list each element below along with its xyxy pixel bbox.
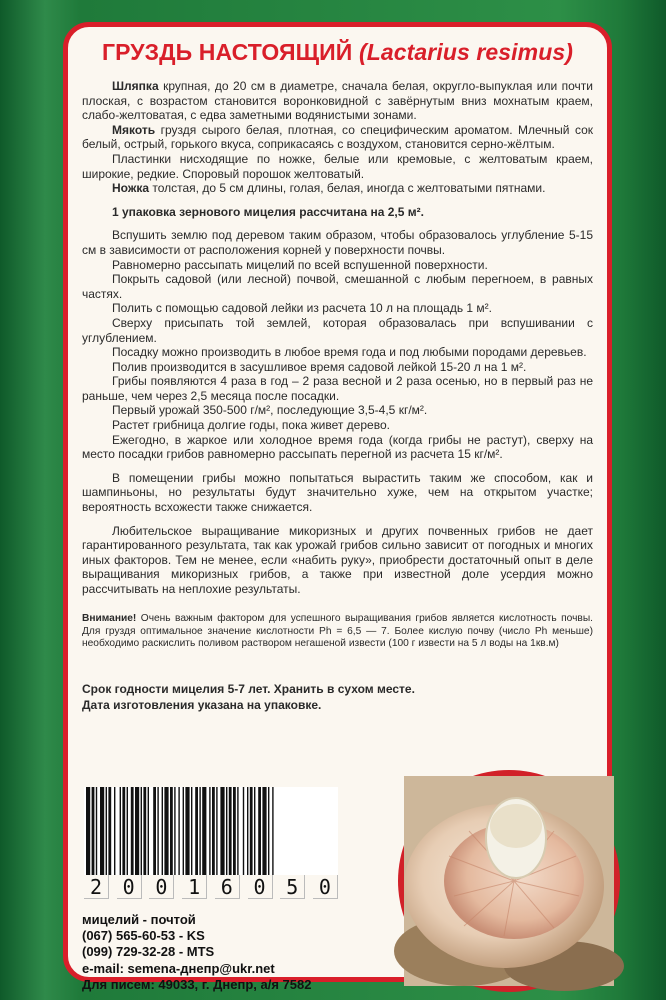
stem-label: Ножка <box>112 181 150 196</box>
contacts-phone-ks: (067) 565-60-53 - KS <box>82 928 205 944</box>
title-main: ГРУЗДЬ НАСТОЯЩИЙ <box>101 38 353 65</box>
instruction-item: Полив производится в засушливое время садовой лейкой 15-20 л на 1 м². <box>112 359 527 374</box>
amateur-paragraph: Любительское выращивание микоризных и других почвенных грибов не дает гарантированного результата, так как урожай грибов сильно зависит от погодных и многих иных факторов. Тем не менее, если «набить руку», приобрести достаточный опыт в деле выращивания микоризных грибов, а также при известной доле усердия можно рассчитывать на неплохие результаты. <box>82 523 593 596</box>
instruction-item: Ежегодно, в жаркое или холодное время года (когда грибы не растут), сверху на место посадки грибов равномерно рассыпать перегной из расчета 15 кг/м². <box>82 432 593 462</box>
instruction-item: Полить с помощью садовой лейки из расчета 10 л на площадь 1 м². <box>112 301 493 316</box>
mushroom-image <box>404 776 614 986</box>
barcode-digit: 5 <box>280 875 305 899</box>
barcode-digit: 0 <box>117 875 142 899</box>
mushroom-photo <box>398 770 620 992</box>
page-title <box>68 30 607 74</box>
instruction-item: Сверху присыпать той землей, которая образовалась при вспушивании с углублением. <box>82 315 593 345</box>
instruction-item: Первый урожай 350-500 г/м², последующие 3,5-4,5 кг/м². <box>112 403 428 418</box>
instructions-list <box>82 228 593 462</box>
title-latin: (Lactarius resimus) <box>358 38 574 65</box>
flesh-text: груздя сырого белая, плотная, со специфическим ароматом. Млечный сок белый, острый, горького вкуса, соприкасаясь с воздухом, становится серно-жёлтым. <box>82 122 593 152</box>
description-block <box>82 79 593 713</box>
instruction-item: Вспушить землю под деревом таким образом, чтобы образовалось углубление 5-15 см в зависимости от расположения корней у поверхности почвы. <box>82 228 593 257</box>
barcode-digit: 0 <box>149 875 174 899</box>
cap-label: Шляпка <box>112 79 159 93</box>
barcode-digit: 0 <box>248 875 273 899</box>
package-note: 1 упаковка зернового мицелия рассчитана на 2,5 м². <box>112 204 424 219</box>
shelf-life: Срок годности мицелия 5-7 лет. Хранить в сухом месте. <box>82 682 415 697</box>
barcode-digit: 0 <box>313 875 338 899</box>
barcode-number <box>84 875 338 899</box>
barcode-digit: 6 <box>215 875 240 899</box>
mushroom-illustration <box>404 776 614 986</box>
cap-text: крупная, до 20 см в диаметре, сначала белая, округло-выпуклая или почти плоская, с возрастом становится воронковидной с завёрнутым вниз мохнатым краем, слабо-желтоватая, с едва заметными водянистыми зонами. <box>82 79 593 123</box>
instruction-item: Посадку можно производить в любое время года и под любыми породами деревьев. <box>112 345 587 360</box>
barcode-digit: 2 <box>84 875 109 899</box>
contacts-phone-mts: (099) 729-32-28 - MTS <box>82 944 215 960</box>
contacts-email: e-mail: semena-днепр@ukr.net <box>82 960 275 976</box>
stem-paragraph <box>82 181 593 196</box>
instruction-item: Покрыть садовой (или лесной) почвой, смешанной с любым перегноем, в равных частях. <box>82 272 593 301</box>
warning-paragraph <box>82 613 593 651</box>
contacts-address: Для писем: 49033, г. Днепр, а/я 7582 <box>82 976 312 992</box>
barcode-bars <box>84 787 338 875</box>
warning-text: Очень важным фактором для успешного выращивания грибов является кислотность почвы. Для груздя оптимальное значение кислотности Ph = 6,5 — 7. Более кислую почву (число Ph меньше) необходимо раскислить поливом раствором негашеной извести (100 г извести на 5 л воды на 1кв.м) <box>82 612 593 650</box>
barcode-digit: 1 <box>182 875 207 899</box>
stem-text: толстая, до 5 см длины, голая, белая, иногда с желтоватыми пятнами. <box>149 181 546 196</box>
instruction-item: Грибы появляются 4 раза в год – 2 раза весной и 2 раза осенью, но в первый раз не раньше, чем через 2,5 месяца после посадки. <box>82 374 593 403</box>
instruction-item: Равномерно рассыпать мицелий по всей вспушенной поверхности. <box>112 257 488 272</box>
barcode <box>84 787 338 875</box>
warning-label: Внимание! <box>82 612 137 624</box>
manufacture-date: Дата изготовления указана на упаковке. <box>82 698 322 713</box>
contacts-block <box>82 912 311 993</box>
indoor-paragraph: В помещении грибы можно попытаться вырастить таким же способом, как и шампиньоны, но результаты будут значительно хуже, чем на открытом участке; вероятность всхожести также снижается. <box>82 470 593 515</box>
flesh-label: Мякоть <box>112 122 156 137</box>
flesh-paragraph <box>82 123 593 152</box>
cap-paragraph <box>82 79 593 123</box>
contacts-mail-order: мицелий - почтой <box>82 912 196 927</box>
instruction-item: Растет грибница долгие годы, пока живет дерево. <box>112 418 390 433</box>
gills-paragraph: Пластинки нисходящие по ножке, белые или кремовые, с желтоватым краем, широкие, редкие. Споровый порошок желтоватый. <box>82 151 593 181</box>
